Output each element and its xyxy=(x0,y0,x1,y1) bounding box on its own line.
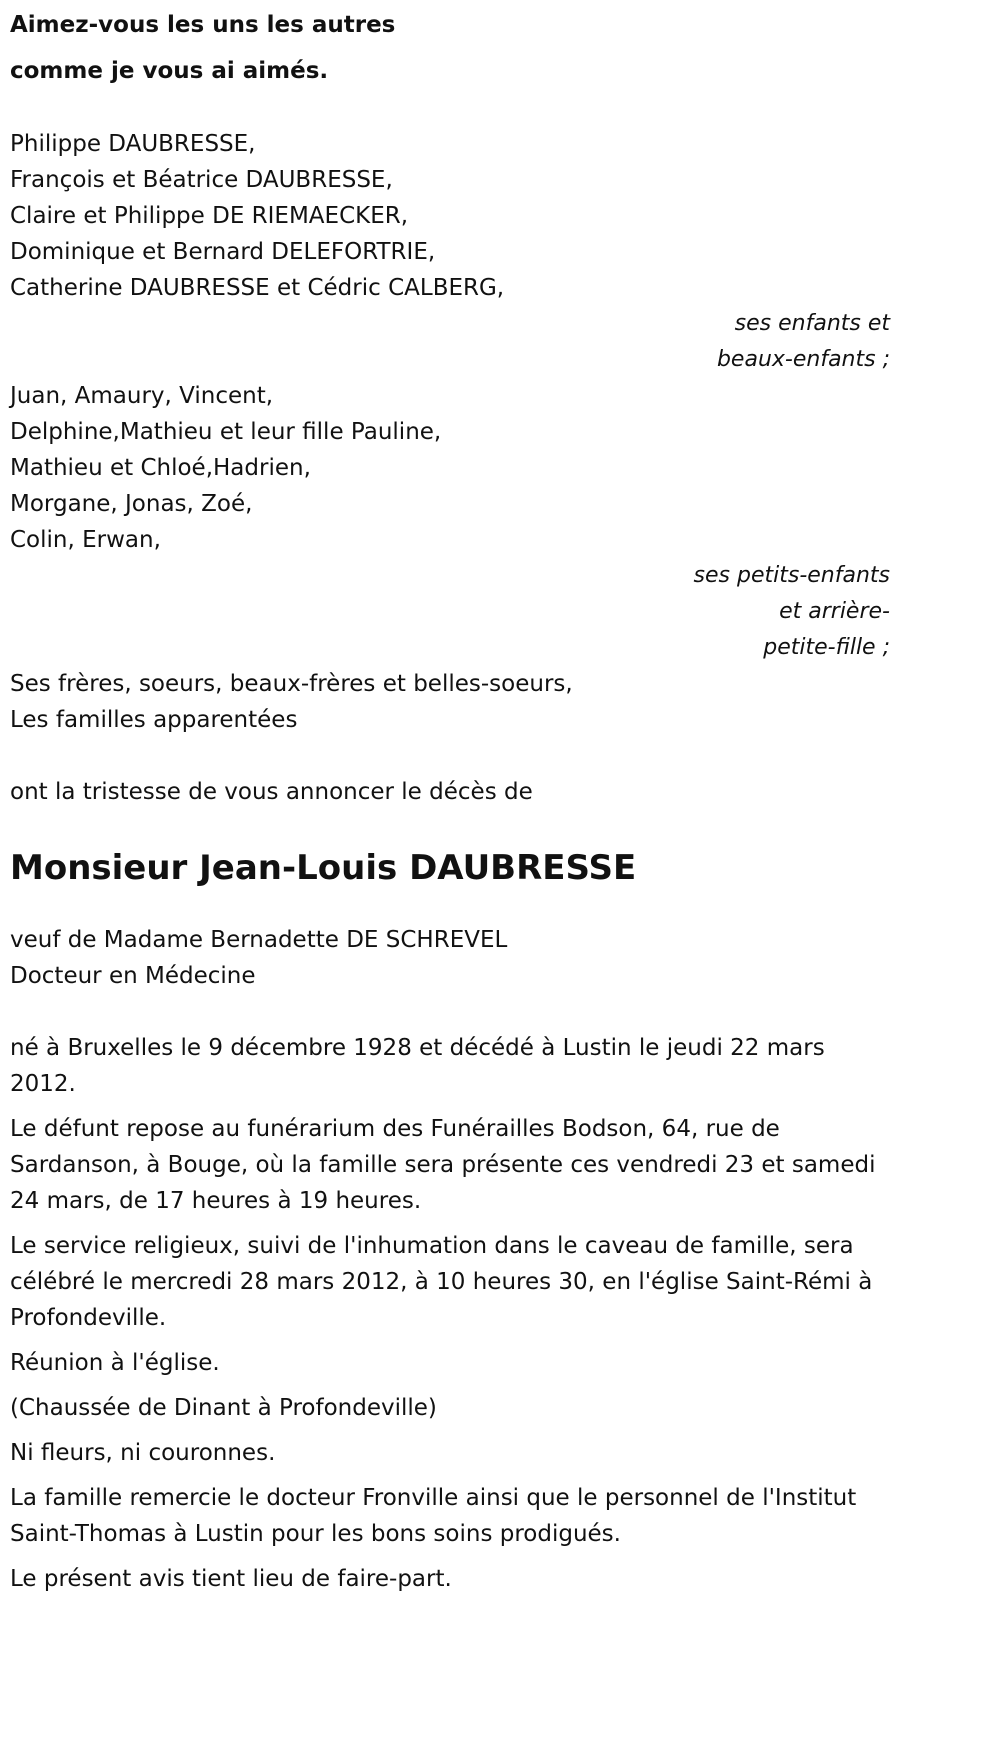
relation-label: ses enfants et xyxy=(734,311,890,336)
other-relatives-group xyxy=(10,666,890,738)
notice-body xyxy=(10,1030,890,1597)
family-member-line: Dominique et Bernard DELEFORTRIE, xyxy=(10,239,436,265)
deceased-details xyxy=(10,922,890,994)
family-member-line: Delphine,Mathieu et leur fille Pauline, xyxy=(10,419,442,445)
family-member-line: Juan, Amaury, Vincent, xyxy=(10,383,274,409)
epigraph-line: Aimez-vous les uns les autres xyxy=(10,12,396,38)
body-paragraph: Le présent avis tient lieu de faire-part. xyxy=(10,1566,452,1592)
family-member-line: Philippe DAUBRESSE, xyxy=(10,131,256,157)
family-member-line: Colin, Erwan, xyxy=(10,527,161,553)
relation-label: petite-fille ; xyxy=(763,635,890,660)
family-member-line: Claire et Philippe DE RIEMAECKER, xyxy=(10,203,409,229)
body-paragraph: (Chaussée de Dinant à Profondeville) xyxy=(10,1395,437,1421)
body-paragraph: né à Bruxelles le 9 décembre 1928 et décédé à Lustin le jeudi 22 mars 2012. xyxy=(10,1035,825,1097)
body-paragraph: Le service religieux, suivi de l'inhumation dans le caveau de famille, sera célébré le mercredi 28 mars 2012, à 10 heures 30, en l'église Saint-Rémi à Profondeville. xyxy=(10,1233,873,1331)
family-member-line: Catherine DAUBRESSE et Cédric CALBERG, xyxy=(10,275,505,301)
relation-label: ses petits-enfants xyxy=(693,563,890,588)
family-member-line: Les familles apparentées xyxy=(10,707,298,733)
body-paragraph: Le défunt repose au funérarium des Funérailles Bodson, 64, rue de Sardanson, à Bouge, où la famille sera présente ces vendredi 23 et samedi 24 mars, de 17 heures à 19 heures. xyxy=(10,1116,876,1214)
epigraph xyxy=(10,0,890,96)
children-group xyxy=(10,126,890,378)
relation-label: beaux-enfants ; xyxy=(716,347,890,372)
family-member-line: Mathieu et Chloé,Hadrien, xyxy=(10,455,311,481)
family-member-line: François et Béatrice DAUBRESSE, xyxy=(10,167,393,193)
family-member-line: Ses frères, soeurs, beaux-frères et belles-soeurs, xyxy=(10,671,573,697)
epigraph-line: comme je vous ai aimés. xyxy=(10,58,329,84)
body-paragraph: Réunion à l'église. xyxy=(10,1350,220,1376)
grandchildren-group xyxy=(10,378,890,666)
detail-line: veuf de Madame Bernadette DE SCHREVEL xyxy=(10,927,508,953)
deceased-name: Monsieur Jean-Louis DAUBRESSE xyxy=(10,848,637,888)
detail-line: Docteur en Médecine xyxy=(10,963,256,989)
body-paragraph: Ni fleurs, ni couronnes. xyxy=(10,1440,276,1466)
announcement-text: ont la tristesse de vous annoncer le décès de xyxy=(10,779,533,805)
obituary-notice xyxy=(10,0,890,1606)
relation-label: et arrière- xyxy=(779,599,890,624)
body-paragraph: La famille remercie le docteur Fronville ainsi que le personnel de l'Institut Saint-Thomas à Lustin pour les bons soins prodigués. xyxy=(10,1485,857,1547)
family-member-line: Morgane, Jonas, Zoé, xyxy=(10,491,253,517)
